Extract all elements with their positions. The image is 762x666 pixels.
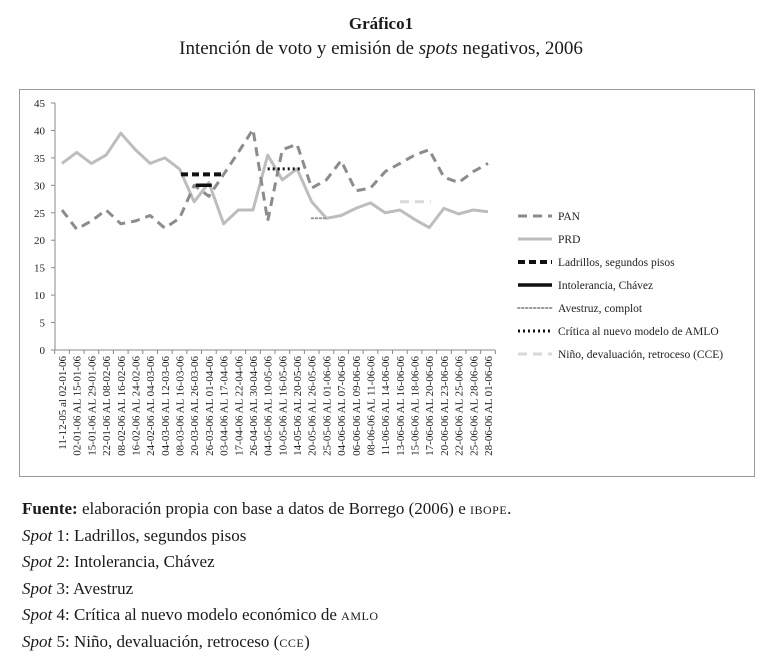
x-tick-label: 08-06-06 AL 11-06-06 [365,356,378,456]
spot-note-2 [22,549,511,576]
spot-text: Avestruz [69,578,134,598]
legend-label: Niño, devaluación, retroceso (CCE) [558,349,724,361]
x-tick-label: 08-02-06 AL 16-02-06 [115,356,128,456]
spot-text: Intolerancia, Chávez [69,552,215,571]
spot-number: 2: [52,552,70,571]
x-tick-label: 13-06-06 AL 16-06-06 [394,356,407,456]
x-tick-label: 04-03-06 AL 12-03-06 [159,356,172,456]
spot-number: 4: [52,605,70,624]
x-tick-label: 15-06-06 AL 18-06-06 [409,356,422,456]
x-tick-label: 17-04-06 AL 22-04-06 [233,356,246,456]
x-tick-label: 11-12-05 al 02-01-06 [57,356,69,450]
spot-word: Spot [22,525,53,545]
source-label: Fuente: [22,499,78,518]
x-tick-label: 02-01-06 AL 15-01-06 [71,356,84,456]
y-tick-label: 45 [34,98,45,110]
x-tick-label: 20-03-06 AL 26-03-06 [189,356,202,456]
x-tick-label: 04-05-06 AL 10-05-06 [262,356,275,456]
x-tick-label: 25-06-06 AL 28-06-06 [468,355,481,456]
x-tick-label: 22-06-06 AL 25-06-06 [453,356,466,456]
legend-label: PRD [558,234,581,246]
x-tick-label: 11-06-06 AL 14-06-06 [380,356,393,456]
spot-text: Niño, devaluación, retroceso ( [69,631,280,651]
x-tick-label: 15-01-06 AL 29-01-06 [86,356,99,456]
source-ibope: ibope [470,499,508,518]
y-tick-label: 5 [39,317,45,330]
spot-note-3 [22,576,511,603]
x-tick-label: 20-05-06 AL 26-05-06 [306,356,319,456]
x-tick-label: 10-05-06 AL 16-05-06 [277,356,290,456]
legend-label: Crítica al nuevo modelo de AMLO [558,326,719,338]
x-tick-label: 14-05-06 AL 20-05-06 [292,356,305,456]
y-tick-label: 20 [34,235,45,248]
x-tick-label: 25-05-06 AL 01-06-06 [321,356,334,456]
x-tick-label: 28-06-06 AL 01-06-06 [483,356,495,456]
x-tick-label: 26-03-06 AL 01-04-06 [203,356,216,456]
chart-title-post: negativos, 2006 [457,38,583,59]
source-notes [22,496,511,655]
legend-label: Intolerancia, Chávez [558,280,654,292]
chart-title-em: spots [418,38,458,59]
x-tick-label: 16-02-06 AL 24-02-06 [130,356,143,456]
y-tick-label: 10 [34,290,45,303]
spot-word: Spot [22,552,53,571]
spot-note-4 [22,602,511,629]
source-end: . [507,499,512,518]
spot-note-5 [22,629,511,656]
figure-label: Gráfico1 [348,14,414,33]
spot-number: 1: [52,525,70,545]
x-tick-label: 06-06-06 AL 09-06-06 [350,356,363,456]
y-tick-label: 35 [34,152,45,165]
legend-label: Avestruz, complot [558,303,643,315]
spot-amlo: amlo [341,605,379,624]
spot-word: Spot [22,578,53,598]
y-tick-label: 40 [34,125,45,138]
spot-word: Spot [22,605,53,624]
spot-end: ) [304,631,310,651]
legend-label: PAN [558,211,580,223]
spot-note-1 [22,523,511,550]
spot-number: 5: [52,631,70,651]
x-tick-label: 03-04-06 AL 17-04-06 [218,356,231,456]
y-tick-label: 0 [39,345,45,357]
x-tick-label: 08-03-06 AL 16-03-06 [174,356,187,456]
legend-label: Ladrillos, segundos pisos [558,257,675,269]
y-tick-label: 30 [34,180,45,193]
x-tick-label: 17-06-06 AL 20-06-06 [424,356,437,456]
spot-word: Spot [22,631,53,651]
x-tick-label: 24-02-06 AL 04-03-06 [145,356,158,456]
x-tick-label: 04-06-06 AL 07-06-06 [336,356,349,456]
y-tick-label: 25 [34,207,45,220]
x-tick-label: 22-01-06 AL 08-02-06 [101,356,114,456]
spot-text: Ladrillos, segundos pisos [69,525,247,545]
source-text: elaboración propia con base a datos de Borrego (2006) e [77,499,470,518]
spot-number: 3: [52,578,70,598]
x-tick-label: 20-06-06 AL 23-06-06 [438,356,451,456]
x-tick-label: 26-04-06 AL 30-04-06 [247,356,260,456]
chart-title-pre: Intención de voto y emisión de [179,38,419,59]
spot-cce: cce [279,631,305,651]
y-tick-label: 15 [34,262,45,275]
source-note [22,496,511,523]
spot-text: Crítica al nuevo modelo económico de [69,605,342,624]
